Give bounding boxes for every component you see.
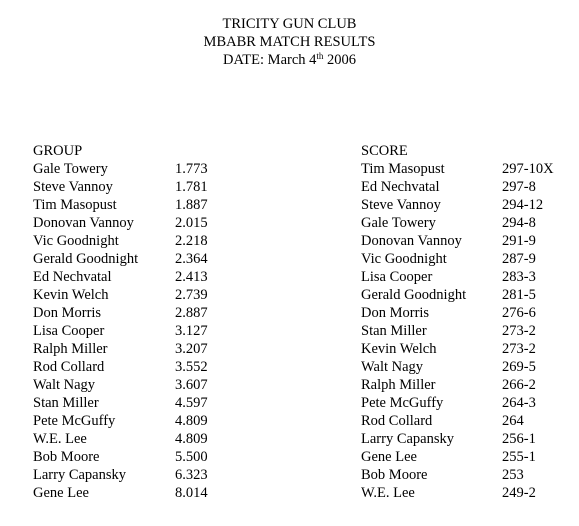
group-value: 2.413 [175, 269, 208, 285]
group-column-title: GROUP [33, 143, 83, 159]
score-row [361, 196, 571, 214]
group-value: 3.552 [175, 359, 208, 375]
score-row [361, 322, 571, 340]
group-value: 3.207 [175, 341, 208, 357]
group-shooter-name: W.E. Lee [33, 431, 87, 447]
group-shooter-name: Ed Nechvatal [33, 269, 112, 285]
score-row [361, 268, 571, 286]
group-value: 1.781 [175, 179, 208, 195]
group-shooter-name: Walt Nagy [33, 377, 96, 393]
group-shooter-name: Gale Towery [33, 161, 108, 177]
score-shooter-name: Rod Collard [361, 413, 433, 429]
group-shooter-name: Tim Masopust [33, 197, 117, 213]
score-shooter-name: Donovan Vannoy [361, 233, 462, 249]
score-row [361, 430, 571, 448]
group-shooter-name: Kevin Welch [33, 287, 109, 303]
score-shooter-name: Gene Lee [361, 449, 417, 465]
group-value: 3.607 [175, 377, 208, 393]
group-row [33, 304, 273, 322]
group-value: 2.739 [175, 287, 208, 303]
group-value: 1.887 [175, 197, 208, 213]
score-value: 297-10X [502, 161, 554, 177]
score-row [361, 394, 571, 412]
score-shooter-name: Tim Masopust [361, 161, 445, 177]
score-shooter-name: Steve Vannoy [361, 197, 441, 213]
score-row [361, 412, 571, 430]
score-value: 283-3 [502, 269, 536, 285]
club-name: TRICITY GUN CLUB [222, 16, 357, 32]
score-results-list [361, 142, 571, 502]
group-shooter-name: Vic Goodnight [33, 233, 119, 249]
score-value: 291-9 [502, 233, 536, 249]
score-shooter-name: Don Morris [361, 305, 430, 321]
score-row [361, 376, 571, 394]
group-shooter-name: Donovan Vannoy [33, 215, 134, 231]
group-value: 4.809 [175, 431, 208, 447]
group-row [33, 214, 273, 232]
document-header [0, 15, 579, 69]
group-results-list [33, 142, 273, 502]
score-row [361, 160, 571, 178]
group-row [33, 466, 273, 484]
group-row [33, 250, 273, 268]
score-shooter-name: Lisa Cooper [361, 269, 433, 285]
group-shooter-name: Pete McGuffy [33, 413, 116, 429]
score-shooter-name: Pete McGuffy [361, 395, 444, 411]
group-row [33, 358, 273, 376]
group-value: 2.364 [175, 251, 208, 267]
group-shooter-name: Gene Lee [33, 485, 89, 501]
score-value: 255-1 [502, 449, 536, 465]
score-row [361, 178, 571, 196]
group-row [33, 232, 273, 250]
group-row [33, 430, 273, 448]
score-value: 266-2 [502, 377, 536, 393]
score-rows [361, 160, 571, 502]
score-row [361, 304, 571, 322]
score-shooter-name: Bob Moore [361, 467, 428, 483]
score-value: 256-1 [502, 431, 536, 447]
group-row [33, 340, 273, 358]
group-value: 8.014 [175, 485, 208, 501]
score-shooter-name: Kevin Welch [361, 341, 437, 357]
score-shooter-name: Gale Towery [361, 215, 436, 231]
group-row [33, 196, 273, 214]
score-row [361, 286, 571, 304]
score-value: 294-12 [502, 197, 544, 213]
group-row [33, 484, 273, 502]
group-shooter-name: Steve Vannoy [33, 179, 113, 195]
group-shooter-name: Larry Capansky [33, 467, 127, 483]
score-row [361, 250, 571, 268]
score-value: 264 [502, 413, 524, 429]
group-row [33, 268, 273, 286]
group-shooter-name: Ralph Miller [33, 341, 108, 357]
group-shooter-name: Don Morris [33, 305, 102, 321]
date-year: 2006 [323, 52, 357, 68]
score-shooter-name: W.E. Lee [361, 485, 415, 501]
group-shooter-name: Rod Collard [33, 359, 105, 375]
group-row [33, 322, 273, 340]
score-value: 249-2 [502, 485, 536, 501]
score-value: 269-5 [502, 359, 536, 375]
score-shooter-name: Larry Capansky [361, 431, 455, 447]
group-value: 5.500 [175, 449, 208, 465]
group-row [33, 178, 273, 196]
score-value: 253 [502, 467, 524, 483]
group-value: 6.323 [175, 467, 208, 483]
score-shooter-name: Ralph Miller [361, 377, 436, 393]
score-row [361, 484, 571, 502]
score-shooter-name: Ed Nechvatal [361, 179, 440, 195]
score-row [361, 358, 571, 376]
score-value: 264-3 [502, 395, 536, 411]
group-row [33, 286, 273, 304]
score-column-title: SCORE [361, 143, 408, 159]
match-date [0, 51, 579, 69]
score-value: 287-9 [502, 251, 536, 267]
score-shooter-name: Gerald Goodnight [361, 287, 467, 303]
score-value: 297-8 [502, 179, 536, 195]
group-value: 2.887 [175, 305, 208, 321]
group-value: 2.015 [175, 215, 208, 231]
group-value: 3.127 [175, 323, 208, 339]
group-value: 4.809 [175, 413, 208, 429]
score-row [361, 232, 571, 250]
match-title: MBABR MATCH RESULTS [203, 34, 376, 50]
group-value: 4.597 [175, 395, 208, 411]
score-row [361, 448, 571, 466]
score-value: 273-2 [502, 323, 536, 339]
score-row [361, 466, 571, 484]
score-shooter-name: Vic Goodnight [361, 251, 447, 267]
group-rows [33, 160, 273, 502]
group-row [33, 394, 273, 412]
group-shooter-name: Gerald Goodnight [33, 251, 139, 267]
score-value: 276-6 [502, 305, 536, 321]
date-prefix: DATE: March 4 [222, 52, 317, 68]
date-ordinal-suffix: th [316, 51, 324, 61]
group-shooter-name: Bob Moore [33, 449, 100, 465]
group-value: 1.773 [175, 161, 208, 177]
group-row [33, 376, 273, 394]
group-row [33, 160, 273, 178]
group-row [33, 412, 273, 430]
group-row [33, 448, 273, 466]
group-value: 2.218 [175, 233, 208, 249]
group-shooter-name: Stan Miller [33, 395, 99, 411]
score-value: 294-8 [502, 215, 536, 231]
score-value: 273-2 [502, 341, 536, 357]
score-shooter-name: Stan Miller [361, 323, 427, 339]
score-row [361, 214, 571, 232]
group-shooter-name: Lisa Cooper [33, 323, 105, 339]
score-shooter-name: Walt Nagy [361, 359, 424, 375]
score-value: 281-5 [502, 287, 536, 303]
score-row [361, 340, 571, 358]
